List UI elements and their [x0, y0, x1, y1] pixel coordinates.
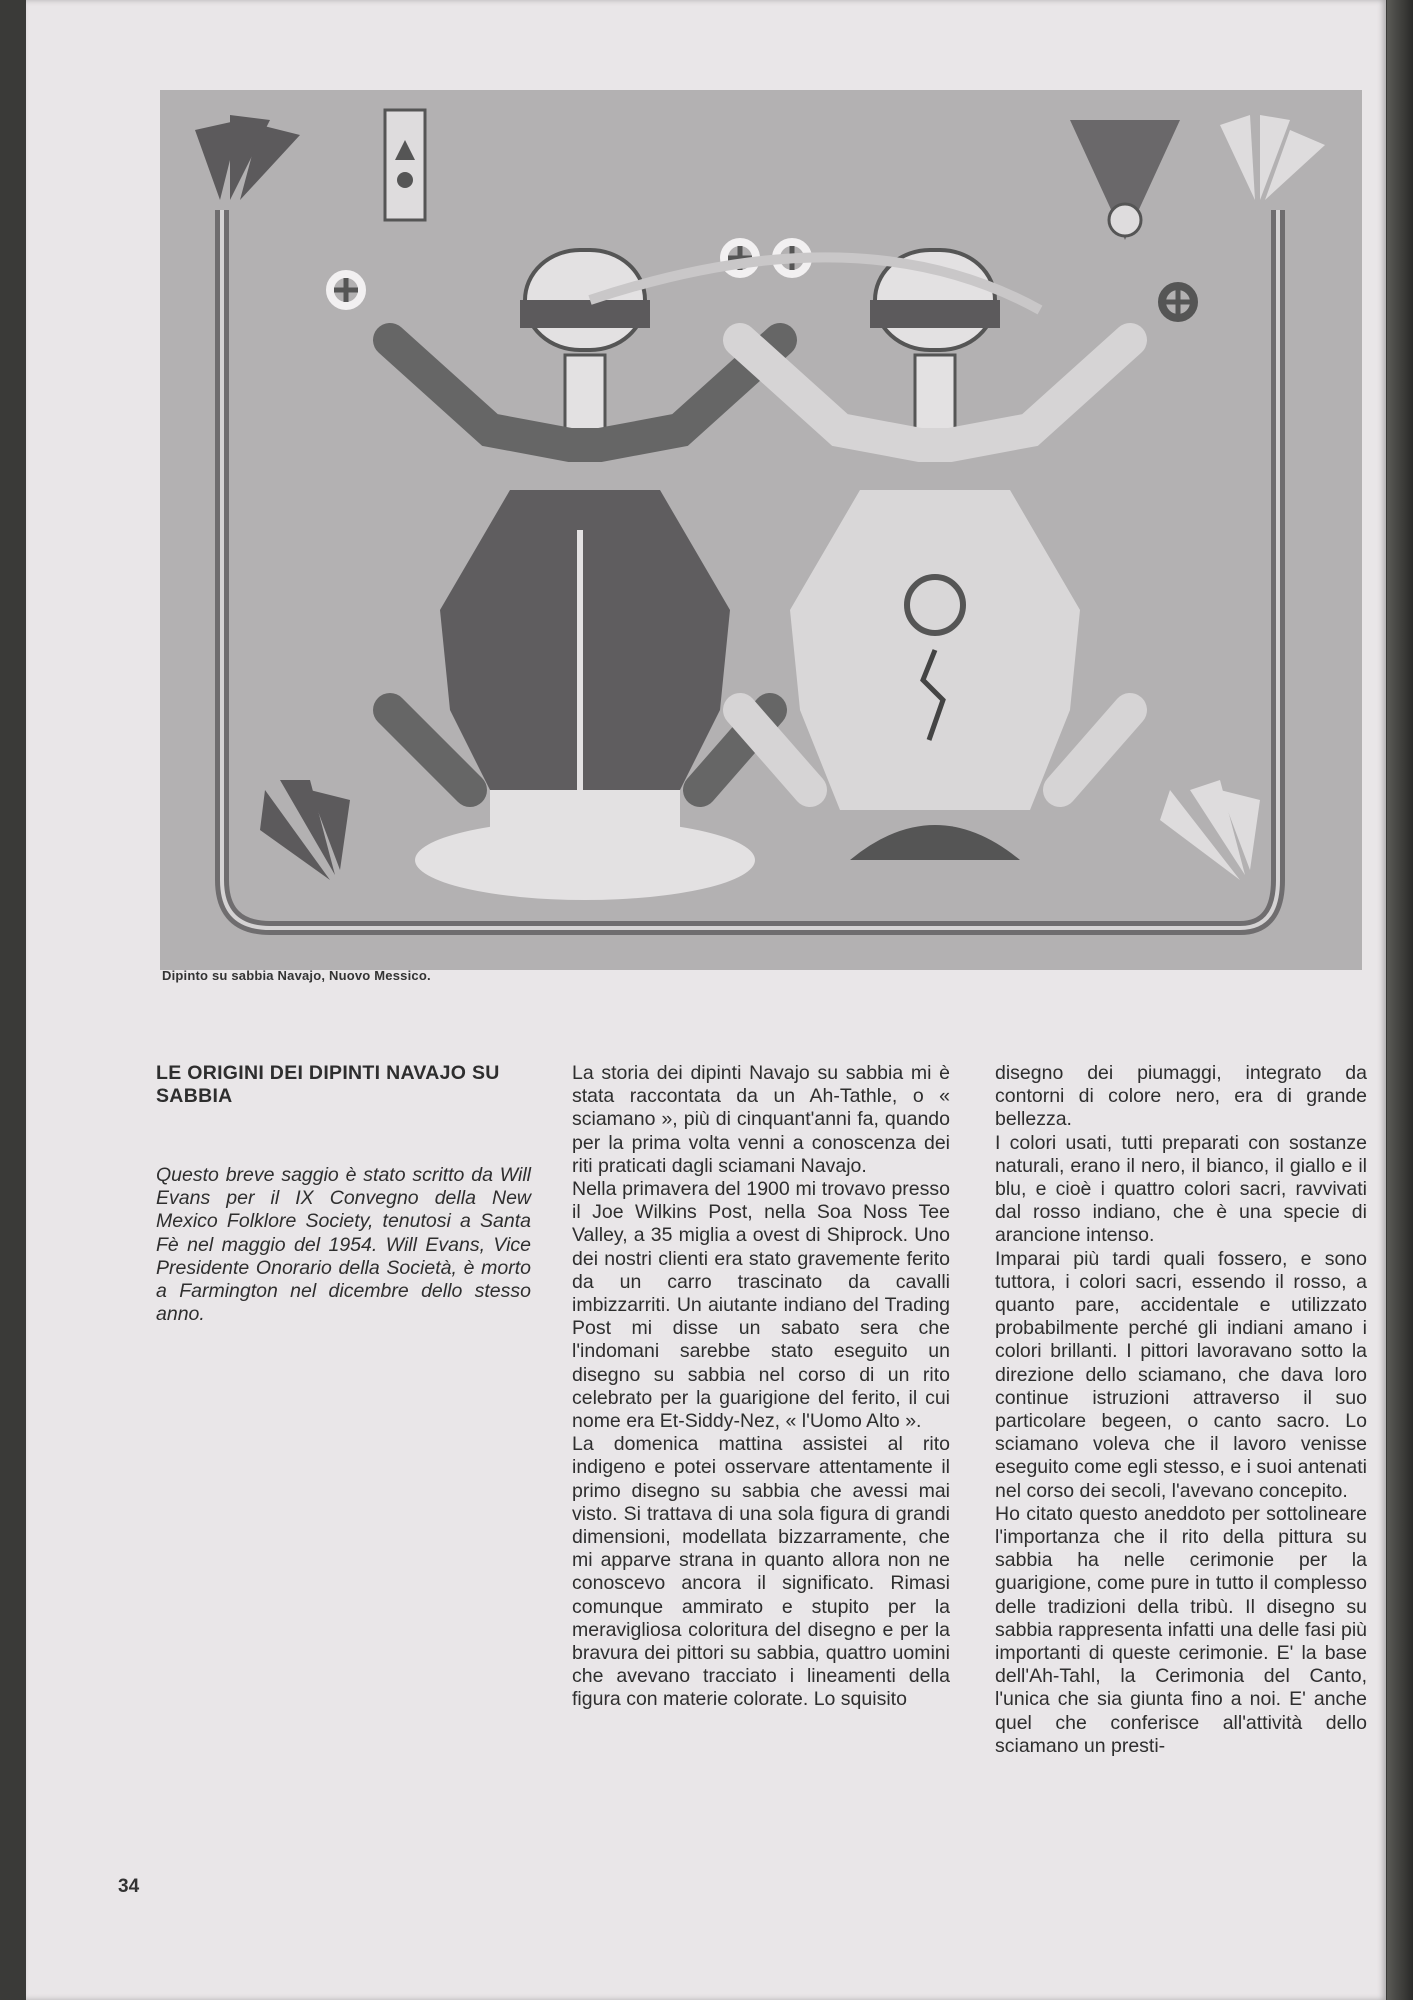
paragraph: La storia dei dipinti Navajo su sabbia mi è stata raccontata da un Ah-Tathle, o « sciamano », più di cinquant'anni fa, quando per la prima volta venni a conoscenza dei riti praticati dagli sciamani Navajo. [572, 1062, 950, 1177]
article-intro: Questo breve saggio è stato scritto da Will Evans per il IX Convegno della New Mexico Folklore Society, tenutosi a Santa Fè nel maggio del 1954. Will Evans, Vice Presidente Onorario della Società, è morto a Farmington nel dicembre dello stesso anno. [156, 1164, 531, 1326]
column-3 [995, 1062, 1367, 1758]
magazine-page [26, 0, 1386, 2000]
sand-painting-photo [160, 90, 1362, 970]
paragraph: Nella primavera del 1900 mi trovavo presso il Joe Wilkins Post, nella Soa Noss Tee Valley, a 35 miglia a ovest di Shiprock. Uno dei nostri clienti era stato gravemente ferito da un carro trascinato da cavalli imbizzarriti. Un aiutante indiano del Trading Post mi disse un sabato sera che l'indomani sarebbe stato eseguito un disegno su sabbia nel corso di un rito celebrato per la guarigione del ferito, il cui nome era Et-Siddy-Nez, « l'Uomo Alto ». [572, 1178, 950, 1433]
sand-painting-illustration [160, 90, 1362, 970]
page-edge-shadow [1387, 0, 1413, 2000]
paragraph: Ho citato questo aneddoto per sottolineare l'importanza che il rito della pittura su sabbia ha nelle cerimonie per la guarigione, come pure in tutto il complesso delle tradizioni della tribù. Il disegno su sabbia rappresenta infatti una delle fasi più importanti di queste cerimonie. E' la base dell'Ah-Tahl, la Cerimonia del Canto, l'unica che sia giunta fino a noi. E' anche quel che conferisce all'attività dello sciamano un presti- [995, 1502, 1367, 1757]
column-2 [572, 1062, 950, 1712]
figure-caption: Dipinto su sabbia Navajo, Nuovo Messico. [162, 968, 431, 983]
page-number: 34 [118, 1876, 140, 1897]
paragraph: I colori usati, tutti preparati con sostanze naturali, erano il nero, il bianco, il giallo e il blu, e cioè i quattro colori sacri, ravvivati dal rosso indiano, che è una specie di arancione intenso. [995, 1131, 1367, 1247]
paragraph: La domenica mattina assistei al rito indigeno e potei osservare attentamente il primo disegno su sabbia che avessi mai visto. Si trattava di una sola figura di grandi dimensioni, modellata bizzarramente, che mi apparve strana in quanto allora non ne conoscevo ancora il significato. Rimasi comunque ammirato e stupito per la meravigliosa coloritura del disegno e per la bravura dei pittori su sabbia, quattro uomini che avevano tracciato i lineamenti della figura con materie colorate. Lo squisito [572, 1433, 950, 1711]
paragraph: disegno dei piumaggi, integrato da contorni di colore nero, era di grande bellezza. [995, 1062, 1367, 1131]
column-1 [156, 1062, 531, 1326]
article-heading: LE ORIGINI DEI DIPINTI NAVAJO SU SABBIA [156, 1062, 500, 1107]
paragraph: Imparai più tardi quali fossero, e sono tuttora, i colori sacri, essendo il rosso, a quanto pare, accidentale e utilizzato probabilmente perché gli indiani amano i colori brillanti. I pittori lavoravano sotto la direzione dello sciamano, che dava loro continue istruzioni attraverso il suo particolare begeen, o canto sacro. Lo sciamano voleva che il lavoro venisse eseguito come egli stesso, e i suoi antenati nel corso dei secoli, l'avevano concepito. [995, 1247, 1367, 1502]
